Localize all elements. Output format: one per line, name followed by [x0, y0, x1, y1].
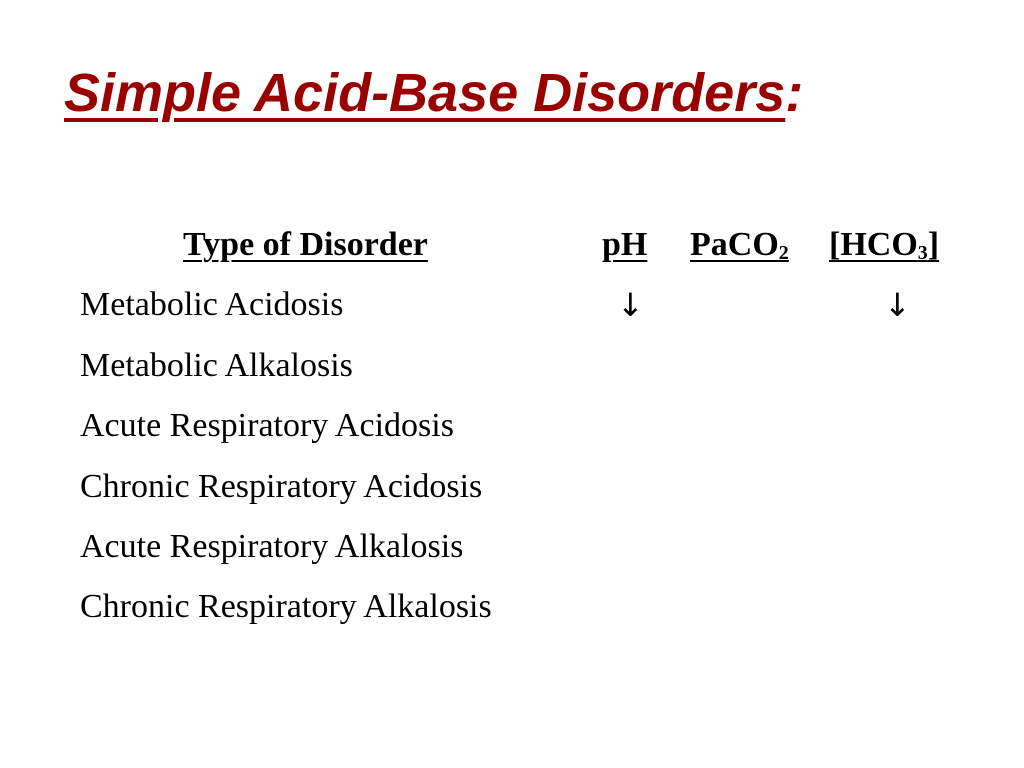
metabolic-acidosis-hco3-down-arrow-icon: ↓ — [884, 286, 911, 324]
header-paco2-base: PaCO — [690, 226, 779, 263]
header-hco3-subscript: 3 — [917, 242, 928, 264]
header-hco3-bracket: ] — [927, 226, 940, 263]
disorder-metabolic-acidosis: Metabolic Acidosis — [80, 286, 344, 323]
header-type-of-disorder: Type of Disorder — [183, 226, 428, 263]
disorder-chronic-respiratory-acidosis: Chronic Respiratory Acidosis — [80, 468, 483, 505]
header-paco2 — [690, 226, 789, 264]
slide-title-colon: : — [785, 63, 804, 123]
disorder-chronic-respiratory-alkalosis: Chronic Respiratory Alkalosis — [80, 588, 492, 625]
header-hco3 — [829, 226, 939, 264]
slide-title — [64, 62, 803, 124]
header-paco2-subscript: 2 — [778, 242, 789, 264]
metabolic-acidosis-ph-down-arrow-icon: ↓ — [617, 286, 644, 324]
disorder-acute-respiratory-acidosis: Acute Respiratory Acidosis — [80, 407, 454, 444]
slide-title-text: Simple Acid-Base Disorders — [64, 63, 786, 123]
disorder-acute-respiratory-alkalosis: Acute Respiratory Alkalosis — [80, 528, 464, 565]
disorder-metabolic-alkalosis: Metabolic Alkalosis — [80, 347, 353, 384]
header-hco3-base: [HCO — [829, 226, 918, 263]
header-ph: pH — [602, 226, 648, 263]
